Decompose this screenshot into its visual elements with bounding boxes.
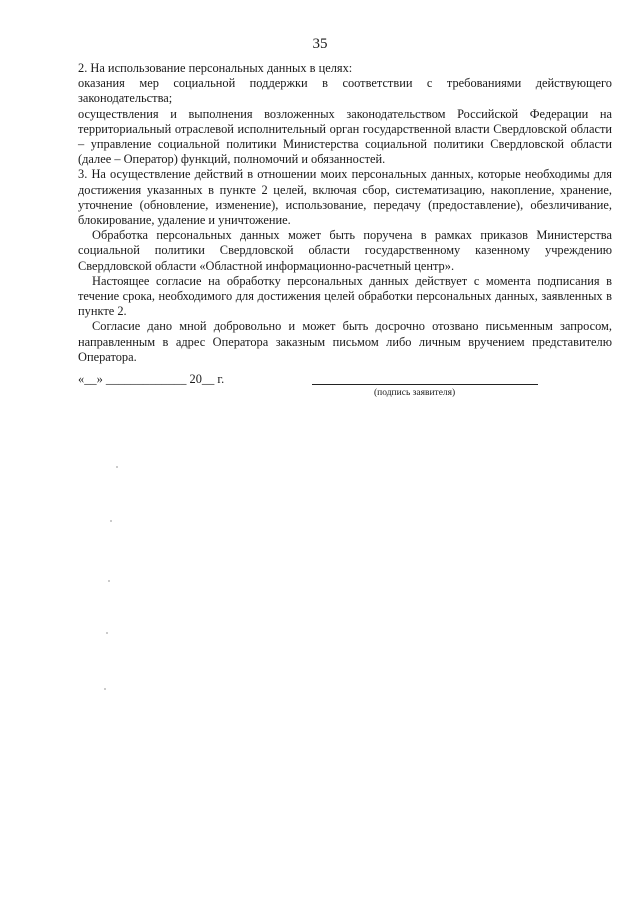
paragraph-revocation: Согласие дано мной добровольно и может быть досрочно отозвано письменным запросом, направленным в адрес Оператора заказным письмом либо личным вручением представителю Оператора.: [78, 319, 612, 364]
scan-speck: [104, 688, 106, 690]
paragraph-purposes-heading: 2. На использование персональных данных в целях:: [78, 61, 353, 75]
scan-speck: [106, 632, 108, 634]
paragraph-validity: Настоящее согласие на обработку персональных данных действует с момента подписания в течение срока, необходимого для достижения целей обработки персональных данных, заявленных в пункте 2.: [78, 273, 612, 319]
consent-text: [78, 61, 612, 365]
paragraph-actions: 3. На осуществление действий в отношении моих персональных данных, которые необходимы для достижения указанных в пункте 2 целей, включая сбор, систематизацию, накопление, хранение, уточнение (обновление, изменение), использование, передачу (предоставление), обезличивание, блокирование, удаление и уничтожение.: [78, 167, 612, 228]
paragraph-processing-assignment: Обработка персональных данных может быть поручена в рамках приказов Министерства социальной политики Свердловской области государственному казенному учреждению Свердловской области «Областной информационно-расчетный центр».: [78, 228, 612, 273]
signature-line[interactable]: [312, 384, 538, 385]
date-field[interactable]: «__» _____________ 20__ г.: [78, 372, 225, 386]
scan-speck: [116, 466, 118, 468]
paragraph-social-support: оказания мер социальной поддержки в соответствии с требованиями действующего законодательства;: [78, 76, 612, 106]
page-number: 35: [312, 36, 328, 52]
signature-block: [78, 372, 612, 402]
signature-caption: (подпись заявителя): [374, 388, 456, 398]
scan-speck: [110, 520, 112, 522]
paragraph-operator-functions: осуществления и выполнения возложенных законодательством Российской Федерации на территориальный отраслевой исполнительный орган государственной власти Свердловской области – управление социальной политики Министерства социальной политики Свердловской области (далее – Оператор) функций, полномочий и обязанностей.: [78, 106, 612, 167]
scan-speck: [108, 580, 110, 582]
